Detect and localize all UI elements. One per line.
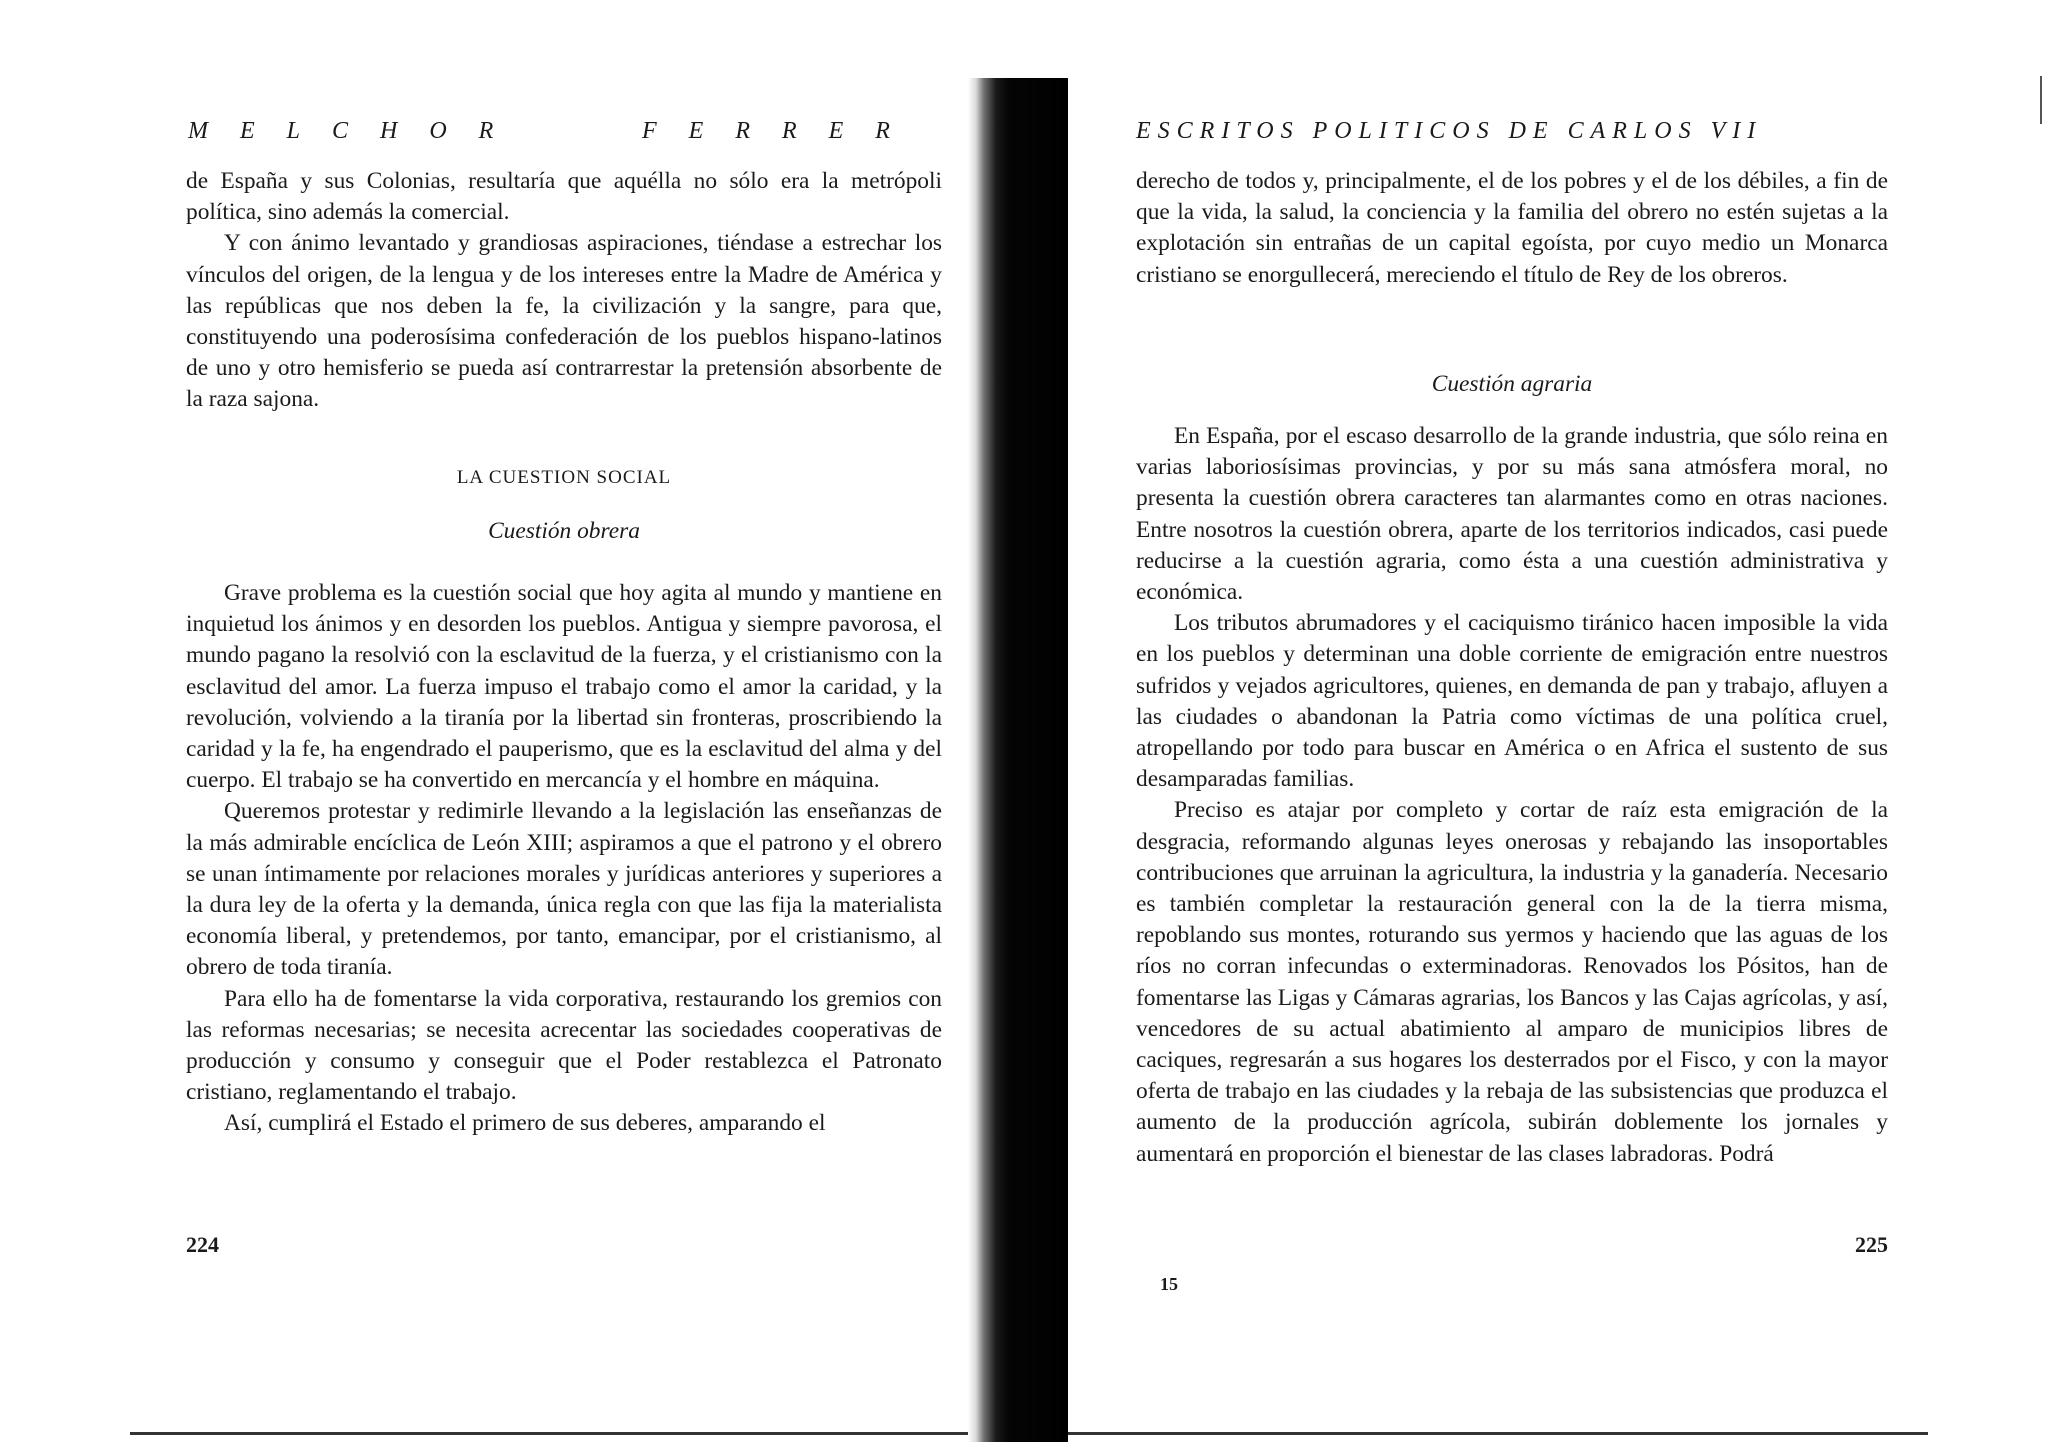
right-text-top — [1136, 166, 1888, 291]
right-paragraph-1: derecho de todos y, principalmente, el de los pobres y el de los débiles, a fin de que la vida, la salud, la conciencia y la familia del obrero no estén sujetas a la explotación sin entrañas de un capital egoísta, por cuyo medio un Monarca cristiano se enorgullecerá, mereciendo el título de Rey de los obreros. — [1136, 168, 1888, 288]
bottom-rule-left — [130, 1432, 968, 1435]
right-paragraph-3: Los tributos abrumadores y el caciquismo tiránico hacen imposible la vida en los pueblos y determinan una doble corriente de emigración entre nuestros sufridos y vejados agricultores, quienes, en demanda de pan y trabajo, afluyen a las ciudades o abandonan la Patria como víctimas de una política cruel, atropellando por todo para buscar en América o en Africa el sustento de sus desamparadas familias. — [1136, 610, 1888, 793]
book-gutter — [968, 78, 1068, 1442]
running-head-author: MELCHOR — [188, 118, 526, 144]
right-paragraph-2: En España, por el escaso desarrollo de la grande industria, que sólo reina en varias laboriosísimas provincias, y por su más sana atmósfera moral, no presenta la cuestión obrera caracteres tan alarmantes como en otras naciones. Entre nosotros la cuestión obrera, aparte de los territorios indicados, casi puede reducirse a la cuestión agraria, como ésta a una cuestión administrativa y económica. — [1136, 423, 1888, 606]
signature-mark: 15 — [1160, 1274, 1178, 1294]
running-head-surname: FERRER — [642, 118, 922, 144]
page-number-right: 225 — [1855, 1232, 1888, 1257]
section-title: LA CUESTION SOCIAL — [456, 467, 672, 488]
bottom-rule-right — [1068, 1432, 1928, 1435]
running-head-right: ESCRITOS POLITICOS DE CARLOS VII — [1136, 118, 1763, 144]
subsection-title-agraria: Cuestión agraria — [1431, 371, 1593, 397]
left-paragraph-1: de España y sus Colonias, resultaría que aquélla no sólo era la metrópoli política, sino además la comercial. — [186, 168, 942, 226]
left-paragraph-6: Así, cumplirá el Estado el primero de sus deberes, amparando el — [224, 1110, 826, 1137]
page-number-left: 224 — [186, 1232, 219, 1257]
subsection-title-obrera: Cuestión obrera — [488, 518, 640, 544]
right-paragraph-4: Preciso es atajar por completo y cortar de raíz esta emigración de la desgracia, reformando algunas leyes onerosas y rebajando las insoportables contribuciones que arruinan la agricultura, la industria y la ganadería. Necesario es también completar la restauración general con la de la tierra misma, repoblando sus montes, roturando sus yermos y haciendo que las aguas de los ríos no corran infecundas o exterminadoras. Renovados los Pósitos, han de fomentarse las Ligas y Cámaras agrarias, los Bancos y las Cajas agrícolas, y así, vencedores de su actual abatimiento al amparo de municipios libres de caciques, regresarán a sus hogares los desterrados por el Fisco, y con la mayor oferta de trabajo en las ciudades y la rebaja de las subsistencias que produzca el aumento de la producción agrícola, subirán doblemente los jornales y aumentará en proporción el bienestar de las clases labradoras. Podrá — [1136, 797, 1888, 1167]
left-paragraph-3: Grave problema es la cuestión social que hoy agita al mundo y mantiene en inquietud los ánimos y en desorden los pueblos. Antigua y siempre pavorosa, el mundo pagano la resolvió con la esclavitud de la fuerza, y el cristianismo con la esclavitud del amor. La fuerza impuso el trabajo como el amor la caridad, y la revolución, volviendo a la tiranía por la libertad sin fronteras, proscribiendo la caridad y la fe, ha engendrado el pauperismo, que es la esclavitud del alma y del cuerpo. El trabajo se ha convertido en mercancía y el hombre en máquina. — [186, 580, 942, 794]
right-text-bottom — [1136, 421, 1888, 1170]
page-edge-mark — [2040, 76, 2042, 124]
left-text-top — [186, 166, 942, 416]
left-paragraph-2: Y con ánimo levantado y grandiosas aspiraciones, tiéndase a estrechar los vínculos del origen, de la lengua y de los intereses entre la Madre de América y las repúblicas que nos deben la fe, la civilización y la sangre, para que, constituyendo una poderosísima confederación de los pueblos hispano-latinos de uno y otro hemisferio se pueda así contrarrestar la pretensión absorbente de la raza sajona. — [186, 230, 942, 413]
left-paragraph-5: Para ello ha de fomentarse la vida corporativa, restaurando los gremios con las reformas necesarias; se necesita acrecentar las sociedades cooperativas de producción y consumo y conseguir que el Poder restablezca el Patronato cristiano, reglamentando el trabajo. — [186, 985, 942, 1106]
left-text-bottom — [186, 578, 942, 1140]
left-paragraph-4: Queremos protestar y redimirle llevando a la legislación las enseñanzas de la más admirable encíclica de León XIII; aspiramos a que el patrono y el obrero se unan íntimamente por relaciones morales y jurídicas anteriores y superiores a la dura ley de la oferta y la demanda, única regla con que las fija la materialista economía liberal, y pretendemos, por tanto, emancipar, por el cristianismo, al obrero de toda tiranía. — [186, 798, 942, 981]
